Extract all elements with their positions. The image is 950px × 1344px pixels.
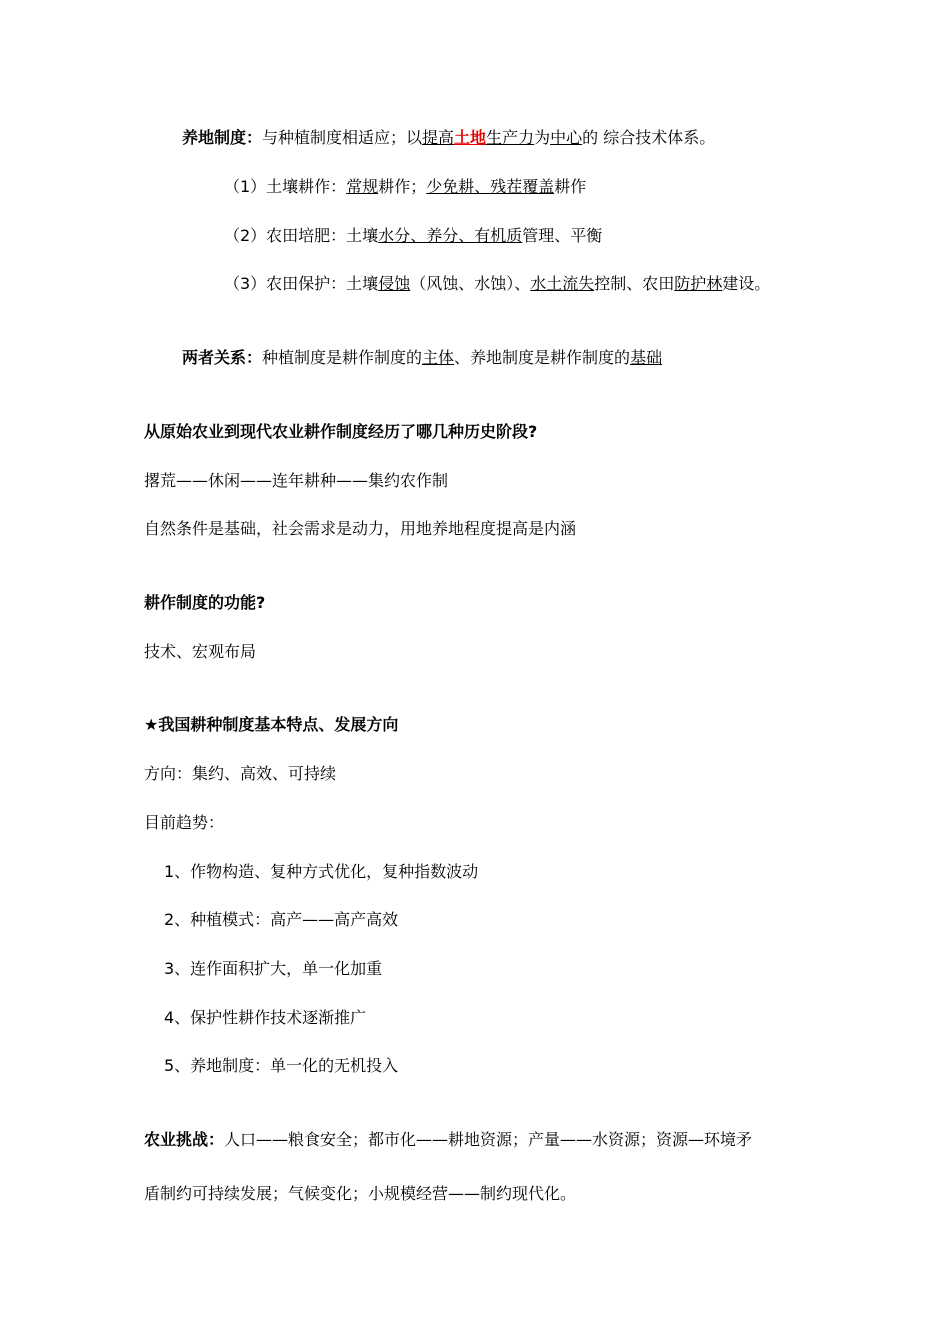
- relation-text: 种植制度是耕作制度的: [262, 348, 423, 367]
- trend-item: 4、保护性耕作技术逐渐推广: [164, 1008, 367, 1027]
- function-answer: 技术、宏观布局: [144, 642, 257, 661]
- relation-underline: 主体: [422, 348, 455, 367]
- yangdi-underline-1: 提高: [422, 128, 455, 147]
- yangdi-definition: [182, 126, 715, 150]
- relation-line: [182, 346, 662, 370]
- trend-item: 2、种植模式：高产——高产高效: [164, 910, 399, 929]
- item-text: （3）农田保护：土壤: [224, 274, 379, 293]
- relation-label: 两者关系：: [182, 348, 263, 367]
- function-question: 耕作制度的功能?: [144, 593, 266, 612]
- yangdi-text-3: 的 综合技术体系。: [582, 128, 716, 147]
- challenge-label: 农业挑战：: [144, 1130, 225, 1149]
- item-underline: 防护林: [674, 274, 723, 293]
- item-underline: 水土流失: [530, 274, 595, 293]
- yangdi-item-3: [224, 272, 770, 296]
- item-underline: 侵蚀: [378, 274, 411, 293]
- item-text: 耕作；: [378, 177, 427, 196]
- item-text: （2）农田培肥：土壤: [224, 226, 379, 245]
- features-trend-label: 目前趋势：: [144, 813, 225, 832]
- relation-text: 、养地制度是耕作制度的: [454, 348, 631, 367]
- item-underline: 水分、养分、有机质: [378, 226, 523, 245]
- features-direction: 方向：集约、高效、可持续: [144, 764, 337, 783]
- item-text: （风蚀、水蚀）、: [410, 274, 531, 293]
- yangdi-highlight: 土地: [454, 128, 487, 147]
- challenge-line-2: 盾制约可持续发展；气候变化；小规模经营——制约现代化。: [144, 1184, 577, 1203]
- item-text: 建设。: [722, 274, 771, 293]
- yangdi-underline-3: 中心: [550, 128, 583, 147]
- yangdi-item-2: [224, 224, 602, 248]
- yangdi-label: 养地制度：: [182, 128, 263, 147]
- trend-item: 5、养地制度：单一化的无机投入: [164, 1056, 399, 1075]
- history-note: 自然条件是基础，社会需求是动力，用地养地程度提高是内涵: [144, 519, 577, 538]
- yangdi-text-1: 与种植制度相适应；以: [262, 128, 423, 147]
- item-text: 控制、农田: [594, 274, 675, 293]
- features-heading: ★我国耕种制度基本特点、发展方向: [144, 715, 399, 734]
- item-text: 耕作: [554, 177, 587, 196]
- item-underline: 常规: [346, 177, 379, 196]
- trend-item: 3、连作面积扩大，单一化加重: [164, 959, 383, 978]
- trend-item: 1、作物构造、复种方式优化，复种指数波动: [164, 862, 479, 881]
- history-question: 从原始农业到现代农业耕作制度经历了哪几种历史阶段?: [144, 422, 538, 441]
- challenge-text-1: 人口——粮食安全；都市化——耕地资源；产量——水资源；资源—环境矛: [224, 1130, 753, 1149]
- item-text: 管理、平衡: [522, 226, 603, 245]
- yangdi-text-2: 为: [534, 128, 551, 147]
- relation-underline: 基础: [630, 348, 663, 367]
- yangdi-item-1: [224, 175, 586, 199]
- item-text: （1）土壤耕作：: [224, 177, 347, 196]
- item-underline: 少免耕、残茬覆盖: [426, 177, 555, 196]
- yangdi-underline-2: 生产力: [486, 128, 535, 147]
- history-stages: 撂荒——休闲——连年耕种——集约农作制: [144, 471, 449, 490]
- challenge-line-1: [144, 1128, 752, 1152]
